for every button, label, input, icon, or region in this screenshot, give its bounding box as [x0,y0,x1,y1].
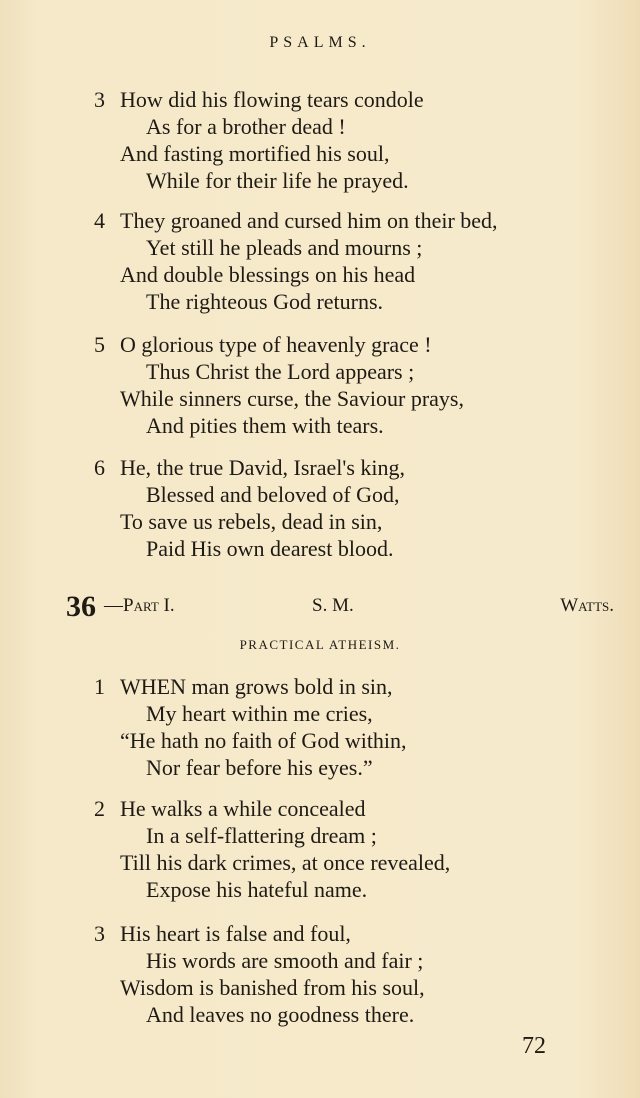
stanza-2-bottom [94,795,450,903]
hymn-author: Watts. [560,595,614,616]
stanza-line: My heart within me cries, [146,701,373,726]
stanza-line: Wisdom is banished from his soul, [120,975,425,1000]
stanza-line: Thus Christ the Lord appears ; [146,359,415,384]
stanza-line: In a self-flattering dream ; [146,823,377,848]
stanza-line: Blessed and beloved of God, [146,482,400,507]
page-number: 72 [522,1033,546,1059]
stanza-line: 4 They groaned and cursed him on their bed, [94,208,498,233]
stanza-line: While for their life he prayed. [146,168,409,193]
stanza-line: 2 He walks a while concealed [94,796,366,821]
stanza-line: And leaves no goodness there. [146,1002,415,1027]
stanza-line: And fasting mortified his soul, [120,141,390,166]
stanza-line: The righteous God returns. [146,289,384,314]
running-header: PSALMS. [269,34,371,51]
stanza-4-top [94,207,498,315]
stanza-number: 4 [94,208,105,233]
hymn-number: 36 [66,590,96,623]
stanza-line: And pities them with tears. [146,413,384,438]
stanza-number: 3 [94,87,105,112]
stanza-3-bottom [94,920,425,1028]
stanza-line: 5 O glorious type of heavenly grace ! [94,332,432,357]
stanza-number: 5 [94,332,105,357]
hymn-subtitle: PRACTICAL ATHEISM. [239,637,401,652]
hymn-meter: S. M. [312,595,354,616]
stanza-line: As for a brother dead ! [146,114,346,139]
stanza-line: “He hath no faith of God within, [120,728,407,753]
stanza-line: While sinners curse, the Saviour prays, [120,386,464,411]
stanza-line: 3 How did his flowing tears condole [94,87,424,112]
stanza-line: To save us rebels, dead in sin, [120,509,383,534]
stanza-number: 1 [94,674,105,699]
stanza-line: And double blessings on his head [120,262,416,287]
hymn-heading [66,590,614,626]
stanza-number: 2 [94,796,105,821]
stanza-line: 3 His heart is false and foul, [94,921,351,946]
stanza-line: Expose his hateful name. [146,877,368,902]
stanza-1-bottom [94,673,407,781]
stanza-5-top [94,331,464,439]
stanza-line: Till his dark crimes, at once revealed, [120,850,451,875]
stanza-6-top [94,454,405,562]
stanza-number: 6 [94,455,105,480]
stanza-line: 6 He, the true David, Israel's king, [94,455,405,480]
stanza-line: 1 WHEN man grows bold in sin, [94,674,393,699]
stanza-line: Paid His own dearest blood. [146,536,394,561]
hymn-part: —Part I. [104,595,175,616]
stanza-number: 3 [94,921,105,946]
stanza-line: His words are smooth and fair ; [146,948,424,973]
stanza-3-top [94,86,424,194]
stanza-line: Nor fear before his eyes.” [146,755,373,780]
stanza-line: Yet still he pleads and mourns ; [146,235,423,260]
